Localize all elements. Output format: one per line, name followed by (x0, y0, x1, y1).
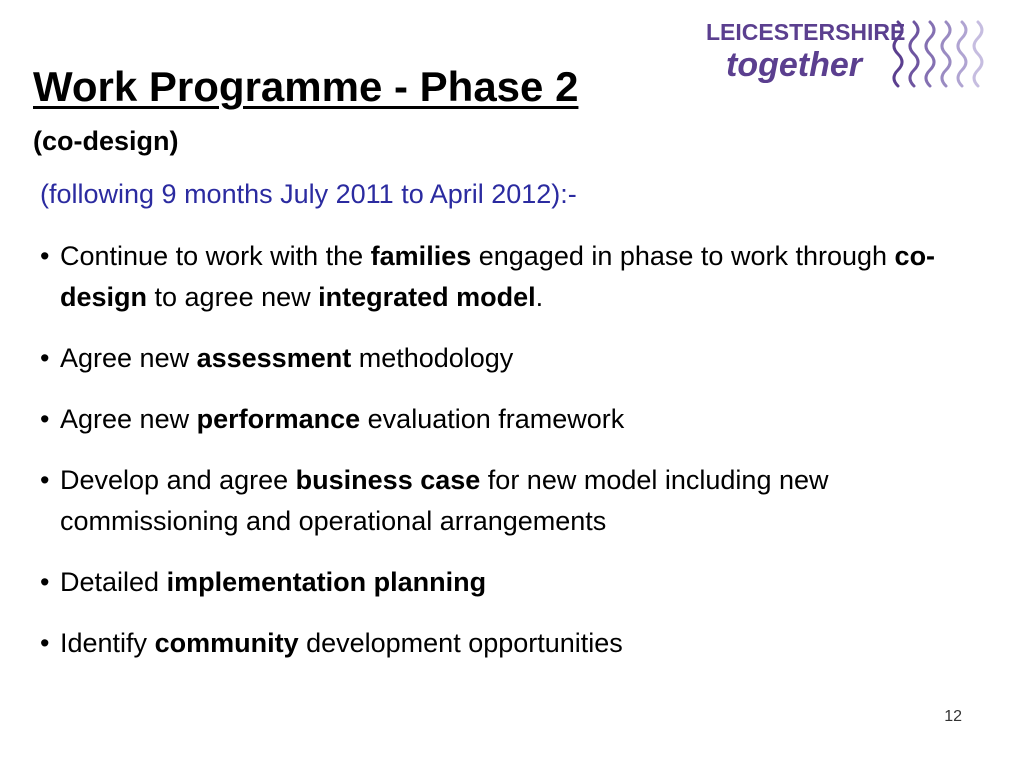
bullet-emphasis: performance (196, 404, 361, 434)
bullet-text: evaluation framework (360, 404, 625, 434)
slide-subtitle: (co-design) (33, 126, 179, 156)
bullet-text: Detailed (60, 567, 167, 597)
bullet-text: . (535, 282, 544, 312)
bullet-emphasis: implementation planning (166, 567, 487, 597)
bullet-dot-icon: • (40, 404, 50, 434)
bullet-dot-icon: • (40, 567, 50, 597)
page-number: 12 (944, 708, 962, 725)
bullet-dot-icon: • (40, 241, 50, 271)
bullet-item (40, 338, 1000, 379)
bullet-text: engaged in phase to work through (471, 241, 895, 271)
logo-text-together: together (726, 46, 862, 84)
bullet-emphasis: integrated model (318, 282, 536, 312)
bullet-emphasis: families (370, 241, 472, 271)
bullet-emphasis: co-design (60, 241, 936, 312)
leicestershire-together-logo (702, 14, 1002, 96)
bullet-emphasis: community (154, 628, 299, 658)
bullet-item (40, 399, 1000, 440)
bullet-text: Agree new (60, 404, 197, 434)
bullet-item (40, 562, 1000, 603)
bullet-dot-icon: • (40, 465, 50, 495)
bullet-text: Develop and agree (60, 465, 296, 495)
bullet-item (40, 236, 1000, 318)
intro-text: (following 9 months July 2011 to April 2012):- (40, 179, 577, 209)
bullet-text: Agree new (60, 343, 197, 373)
slide-title: Work Programme - Phase 2 (33, 63, 579, 110)
bullet-text: Continue to work with the (60, 241, 371, 271)
bullet-item (40, 460, 1000, 542)
bullet-emphasis: business case (295, 465, 481, 495)
logo-swirl-icon (894, 22, 982, 86)
bullet-list (40, 236, 1000, 684)
bullet-text: methodology (351, 343, 514, 373)
bullet-item (40, 623, 1000, 664)
bullet-text: to agree new (147, 282, 319, 312)
bullet-dot-icon: • (40, 628, 50, 658)
logo-text-leicestershire: LEICESTERSHIRE (706, 19, 906, 45)
bullet-emphasis: assessment (196, 343, 352, 373)
bullet-dot-icon: • (40, 343, 50, 373)
bullet-text: Identify (60, 628, 155, 658)
bullet-text: for new model including new commissioning and operational arrangements (60, 465, 829, 536)
bullet-text: development opportunities (298, 628, 623, 658)
